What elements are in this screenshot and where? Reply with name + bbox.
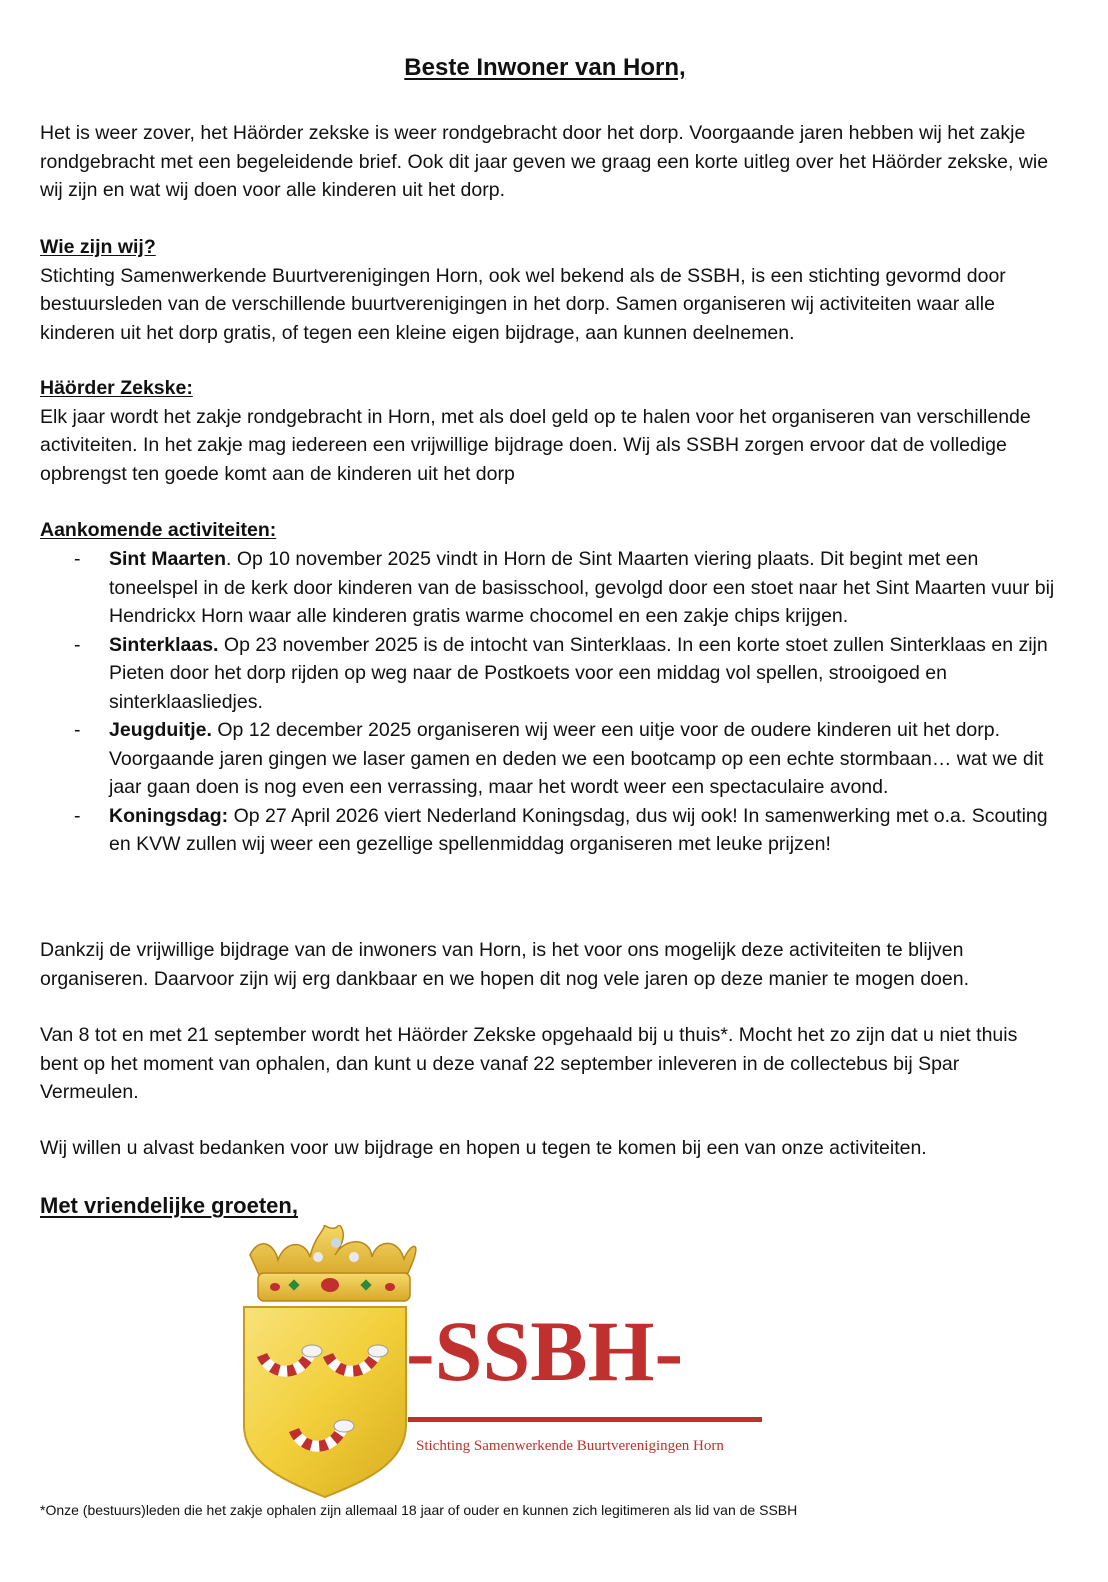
section-heading: Wie zijn wij? (40, 236, 156, 258)
section-body: Stichting Samenwerkende Buurtverenigingen Horn, ook wel bekend als de SSBH, is een stichting gevormd door bestuursleden van de verschillende buurtverenigingen in het dorp. Samen organiseren wij activiteiten waar alle kinderen uit het dorp gratis, of tegen een kleine eigen bijdrage, aan kunnen deelnemen. (40, 264, 1006, 344)
list-item-text: . Op 10 november 2025 vindt in Horn de Sint Maarten viering plaats. Dit begint met een toneelspel in de kerk door kinderen van de basisschool, gevolgd door een stoet naar het Sint Maarten vuur bij Hendrickx Horn waar alle kinderen gratis warme chocomel en een zakje chips krijgen. (109, 548, 1055, 627)
list-dash: - (74, 548, 81, 570)
thanks-paragraph: Dankzij de vrijwillige bijdrage van de inwoners van Horn, is het voor ons mogelijk deze activiteiten te blijven organiseren. Daarvoor zijn wij erg dankbaar en we hopen dit nog vele jaren op deze manier te mogen doen. (40, 939, 969, 990)
logo-wordmark: -SSBH- (406, 1303, 684, 1399)
list-item-text: Op 23 november 2025 is de intocht van Sinterklaas. In een korte stoet zullen Sinterklaas en zijn Pieten door het dorp rijden op weg naar de Postkoets voor een middag vol spellen, strooigoed en sinterklaasliedjes. (109, 633, 1048, 713)
section-activiteiten-heading (40, 516, 1060, 545)
ssbh-logo (230, 1225, 790, 1500)
list-item-lead: Jeugduitje. (109, 719, 212, 741)
list-item-lead: Koningsdag: (109, 804, 229, 827)
section-haorder-zekske (40, 374, 1060, 488)
logo-rule (408, 1417, 762, 1422)
section-heading: Aankomende activiteiten: (40, 519, 277, 541)
pickup-paragraph: Van 8 tot en met 21 september wordt het Häörder Zekske opgehaald bij u thuis*. Mocht het zo zijn dat u niet thuis bent op het moment van ophalen, dan kunt u deze vanaf 22 september inleveren in de collectebus bij Spar Vermeulen. (40, 1024, 1018, 1103)
list-item-text: Op 27 April 2026 viert Nederland Koningsdag, dus wij ook! In samenwerking met o.a. Scouting en KVW zullen wij weer een gezellige spellenmiddag organiseren met leuke prijzen! (109, 804, 1048, 855)
section-heading: Häörder Zekske: (40, 377, 193, 399)
list-item-sinterklaas (40, 631, 1060, 717)
activity-list (40, 545, 1060, 859)
section-wie-zijn-wij (40, 233, 1060, 347)
closing-greeting: Met vriendelijke groeten, (40, 1193, 298, 1218)
list-dash: - (74, 804, 81, 827)
section-body: Elk jaar wordt het zakje rondgebracht in Horn, met als doel geld op te halen voor het organiseren van verschillende activiteiten. In het zakje mag iedereen een vrijwillige bijdrage doen. Wij als SSBH zorgen ervoor dat de volledige opbrengst ten goede komt aan de kinderen uit het dorp (40, 405, 1031, 485)
list-item-lead: Sint Maarten (109, 548, 227, 570)
closing-note: Wij willen u alvast bedanken voor uw bijdrage en hopen u tegen te komen bij een van onze activiteiten. (40, 1137, 927, 1159)
footnote: *Onze (bestuurs)leden die het zakje ophalen zijn allemaal 18 jaar of ouder en kunnen zich legitimeren als lid van de SSBH (40, 1502, 798, 1518)
list-dash: - (74, 633, 81, 656)
page-title: Beste Inwoner van Horn, (404, 54, 686, 81)
ssbh-logo-graphic (230, 1225, 790, 1500)
list-item-sint-maarten (40, 545, 1060, 631)
shield-icon (244, 1307, 406, 1497)
intro-paragraph: Het is weer zover, het Häörder zekske is weer rondgebracht door het dorp. Voorgaande jaren hebben wij het zakje rondgebracht met een begeleidende brief. Ook dit jaar geven we graag een korte uitleg over het Häörder zekske, wie wij zijn en wat wij doen voor alle kinderen uit het dorp. (40, 122, 1049, 201)
list-item-lead: Sinterklaas. (109, 633, 219, 656)
list-item-jeugduitje (40, 716, 1060, 802)
crown-icon (250, 1225, 416, 1301)
list-dash: - (74, 719, 81, 741)
list-item-koningsdag (40, 802, 1060, 859)
logo-subtitle: Stichting Samenwerkende Buurtverenigingen Horn (416, 1438, 724, 1454)
list-item-text: Op 12 december 2025 organiseren wij weer een uitje voor de oudere kinderen uit het dorp. Voorgaande jaren gingen we laser gamen en deden we een bootcamp op een echte stormbaan… wat we dit jaar gaan doen is nog even een verrassing, maar het wordt weer een spectaculaire avond. (109, 719, 1044, 798)
